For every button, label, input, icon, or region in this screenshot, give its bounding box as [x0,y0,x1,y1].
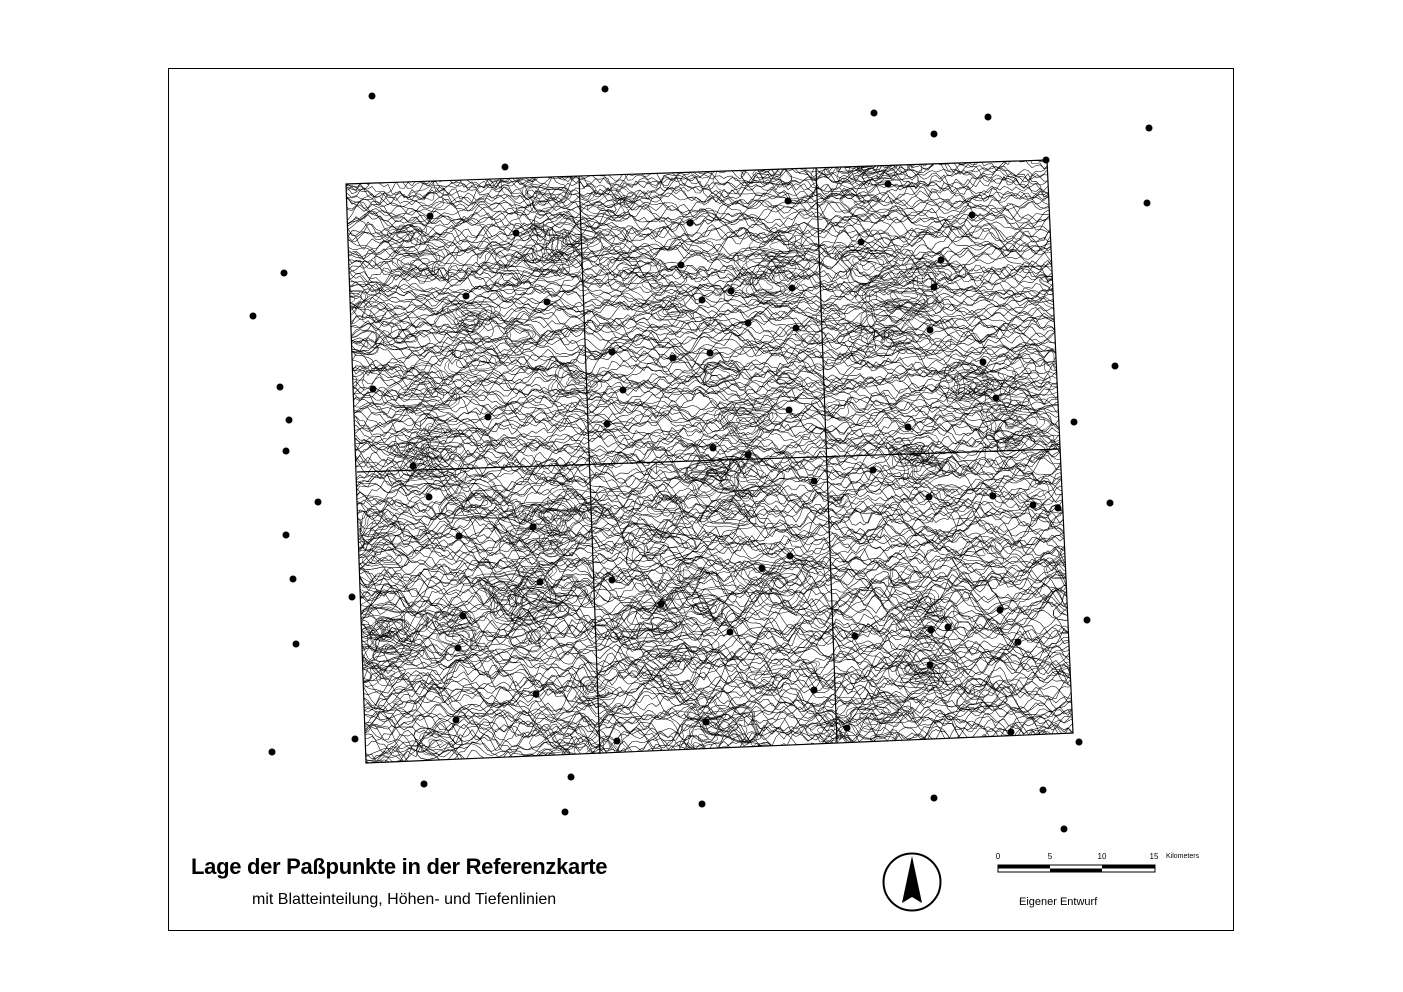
contour-ring [811,126,912,192]
contour-ring [837,135,922,189]
control-point-marker [789,285,796,292]
contour-ring [1055,549,1097,574]
contour-line [340,163,1080,190]
control-point-marker [609,349,616,356]
contour-ring [767,367,803,388]
control-point-marker [927,327,934,334]
contour-ring [849,152,868,164]
contour-ring [665,657,676,664]
control-point-marker [1008,729,1015,736]
contour-ring [736,464,765,482]
control-point-marker [369,93,376,100]
contour-ring [819,144,841,158]
contour-ring [311,515,365,550]
control-point-marker [250,313,257,320]
contour-line [340,680,1080,711]
control-point-marker [281,270,288,277]
contour-ring [465,356,476,363]
control-point-marker [793,325,800,332]
control-point-marker [852,633,859,640]
control-point-marker [931,131,938,138]
control-point-marker [1071,419,1078,426]
contour-ring [816,304,846,322]
control-point-marker [786,407,793,414]
contour-ring [824,136,894,182]
contour-ring [329,663,362,684]
control-point-marker [1040,787,1047,794]
contour-line [340,203,1080,232]
contour-ring [800,661,820,674]
map-title: Lage der Paßpunkte in der Referenzkarte [191,854,608,879]
control-point-marker [905,424,912,431]
contour-ring [384,365,456,408]
contour-ring [1073,603,1083,609]
contour-line [340,141,1080,160]
contour-line [340,477,1080,513]
control-point-marker [1146,125,1153,132]
control-point-marker [844,725,851,732]
contour-ring [341,758,357,768]
control-point-marker [745,452,752,459]
control-point-marker [426,494,433,501]
control-point-marker [1015,639,1022,646]
control-point-marker [283,532,290,539]
control-point-marker [269,749,276,756]
control-point-marker [938,257,945,264]
control-point-marker [602,86,609,93]
contour-ring [398,447,455,481]
control-point-marker [620,387,627,394]
contour-ring [618,634,719,695]
contour-line [340,148,1080,173]
contour-ring [480,574,522,599]
control-point-marker [699,297,706,304]
control-point-marker [604,421,611,428]
control-point-marker [811,687,818,694]
control-point-marker [997,607,1004,614]
contour-ring [616,595,677,631]
control-point-marker [562,809,569,816]
control-point-marker [670,355,677,362]
control-point-marker [858,239,865,246]
scale-bar [995,862,1160,876]
contour-ring [324,290,368,316]
control-point-marker [533,691,540,698]
control-point-marker [283,448,290,455]
control-point-marker [421,781,428,788]
control-point-marker [811,478,818,485]
contour-ring [847,155,862,165]
contour-ring [447,303,495,331]
contour-ring [689,161,703,170]
contour-ring [848,143,908,182]
control-point-marker [658,601,665,608]
contour-line [340,258,1080,285]
control-point-marker [885,181,892,188]
contour-ring [675,153,714,179]
scale-unit-label: Kilometers [1166,853,1200,860]
control-point-marker [293,641,300,648]
contour-ring [1053,588,1106,620]
scale-tick-label: 0 [995,852,1001,861]
control-point-marker [568,774,575,781]
sheet-line-vertical-right [816,168,837,743]
control-point-marker [502,164,509,171]
control-point-marker [993,395,1000,402]
contour-ring [1067,599,1090,613]
control-point-marker [463,293,470,300]
control-point-marker [614,738,621,745]
contour-line [340,149,1080,168]
contour-ring [378,153,399,167]
north-arrow-icon [880,850,944,914]
contour-ring [330,751,367,773]
contour-ring [362,302,396,324]
contour-ring [797,127,868,172]
control-point-marker [609,577,616,584]
control-point-marker [678,262,685,269]
control-point-marker [455,645,462,652]
contour-ring [333,528,348,538]
contour-ring [640,611,654,619]
control-point-marker [871,110,878,117]
control-point-marker [370,386,377,393]
control-point-marker [931,284,938,291]
contour-ring [784,117,883,180]
contour-ring [436,612,455,625]
contour-ring [321,522,357,545]
control-point-marker [985,114,992,121]
contour-ring [474,144,538,183]
control-point-marker [759,565,766,572]
contour-line [340,729,1080,762]
control-point-marker [787,553,794,560]
control-point-marker [1144,200,1151,207]
control-point-marker [1112,363,1119,370]
control-point-marker [1084,617,1091,624]
control-point-marker [928,627,935,634]
contour-ring [804,132,859,167]
control-point-marker [1076,739,1083,746]
contour-line [340,635,1080,662]
map-author-credit: Eigener Entwurf [1019,896,1098,908]
contour-ring [485,149,529,176]
contour-line [340,328,1080,345]
contour-ring [623,269,688,308]
contour-ring [1067,557,1085,568]
contour-ring [562,231,587,248]
contour-ring [360,143,412,178]
control-point-marker [1055,505,1062,512]
control-point-marker [513,230,520,237]
contour-line [340,239,1080,261]
control-point-marker [530,524,537,531]
control-point-marker [969,212,976,219]
control-point-marker [277,384,284,391]
map-subtitle: mit Blatteinteilung, Höhen- und Tiefenlinien [252,891,557,908]
contour-ring [330,371,365,394]
contour-line [340,487,1080,524]
control-point-marker [537,579,544,586]
control-point-marker [710,445,717,452]
contour-line [340,171,1080,188]
control-point-marker [1107,500,1114,507]
control-point-marker [727,629,734,636]
contour-ring [486,149,528,174]
control-point-marker [460,613,467,620]
control-point-marker [707,350,714,357]
contour-ring [335,667,356,680]
control-point-marker [349,594,356,601]
control-point-marker [785,198,792,205]
control-point-marker [699,801,706,808]
contour-line [340,738,1080,770]
control-point-marker [931,795,938,802]
control-point-marker [926,494,933,501]
control-point-marker [456,533,463,540]
control-point-marker [290,576,297,583]
contour-ring [1018,483,1053,505]
contour-ring [821,145,839,156]
control-point-marker [352,736,359,743]
contour-ring [713,136,817,199]
contour-line [340,757,1080,776]
control-point-marker [410,463,417,470]
control-point-marker [927,662,934,669]
control-point-marker [1030,502,1037,509]
contour-ring [310,515,365,551]
control-point-marker [544,299,551,306]
control-point-marker [286,417,293,424]
contour-ring [382,155,396,164]
contour-ring [574,728,630,763]
contour-ring [678,562,711,584]
contour-ring [397,232,413,242]
control-point-marker [728,288,735,295]
contour-ring [886,169,897,176]
control-point-marker [703,719,710,726]
scale-tick-label: 15 [1149,852,1159,861]
control-point-marker [990,493,997,500]
control-point-marker [1061,826,1068,833]
scale-tick-label: 10 [1097,852,1107,861]
control-point-marker [870,467,877,474]
contour-line [340,142,1080,162]
contour-ring [853,257,884,276]
control-point-marker [453,717,460,724]
contour-line [340,156,1080,176]
contour-line [340,302,1080,318]
control-point-marker [945,624,952,631]
contour-ring [423,193,434,200]
control-point-marker [687,220,694,227]
control-point-marker [980,359,987,366]
scale-tick-label: 5 [1047,852,1053,861]
contour-ring [1047,278,1064,288]
contour-ring [313,651,380,694]
control-point-marker [315,499,322,506]
control-point-marker [427,213,434,220]
contour-line [340,144,1080,167]
control-point-marker [745,320,752,327]
control-point-marker [1043,157,1050,164]
contour-ring [353,589,370,600]
control-point-marker [485,414,492,421]
